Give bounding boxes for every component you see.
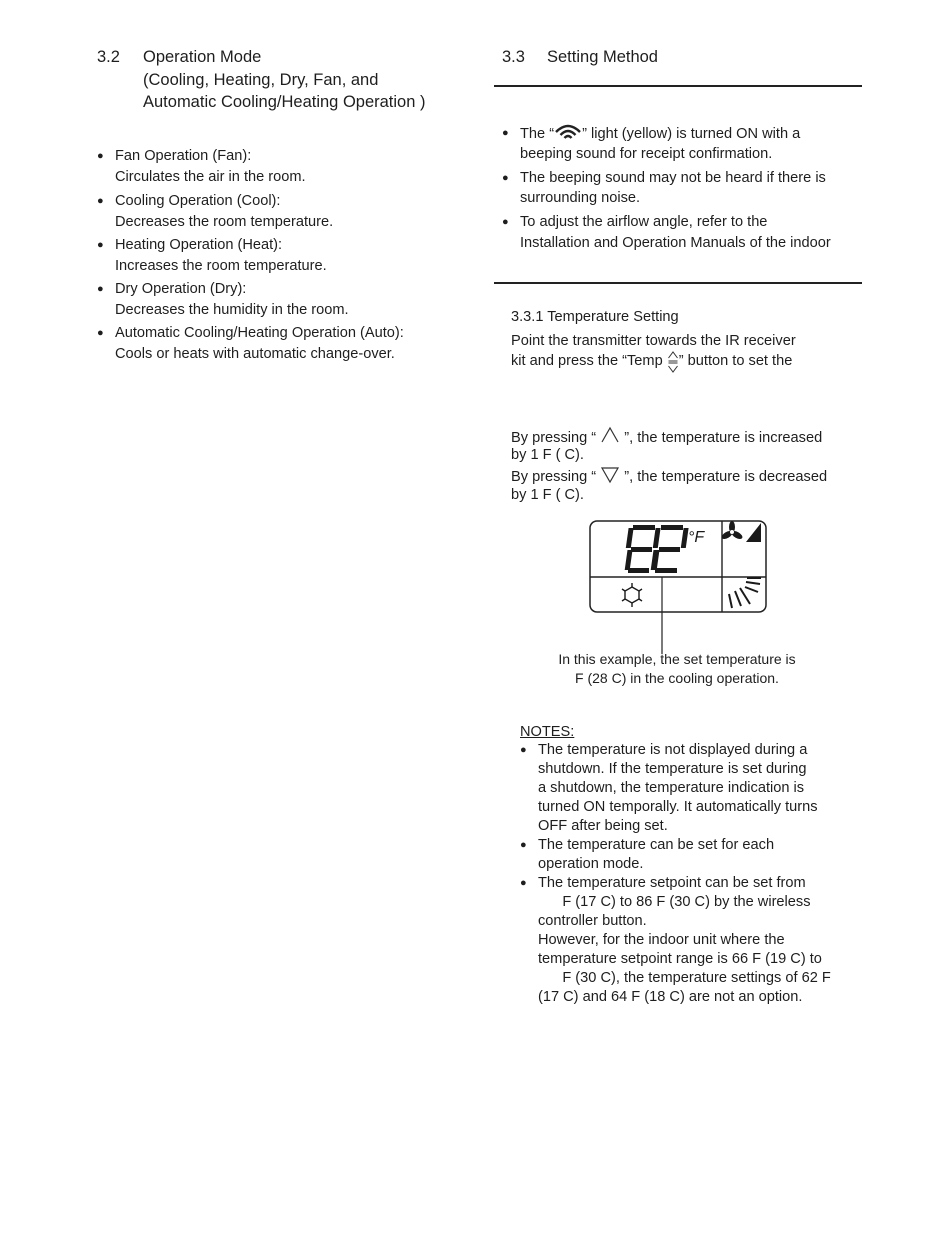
up-arrow-icon xyxy=(600,426,620,444)
section-number: 3.2 xyxy=(97,48,120,66)
note-line: The temperature can be set for each xyxy=(538,837,775,853)
fan-speed-indicator xyxy=(746,523,761,542)
caption-line: In this example, the set temperature is xyxy=(558,651,796,667)
bullet-icon: ● xyxy=(97,238,104,251)
text-part: By pressing “ xyxy=(511,469,601,485)
note-text: Installation and Operation Manuals of the indoor xyxy=(520,235,831,251)
note-line: F (17 C) to 86 F (30 C) by the wireless xyxy=(538,894,811,910)
section-title-line-2: (Cooling, Heating, Dry, Fan, and xyxy=(143,71,379,89)
section-title-line-1: Operation Mode xyxy=(143,48,262,66)
down-arrow-icon xyxy=(600,466,620,484)
mode-desc: Decreases the room temperature. xyxy=(115,213,334,230)
mode-title: Cooling Operation (Cool): xyxy=(115,192,281,209)
temp-updown-icon xyxy=(667,350,679,374)
note-text: The “ xyxy=(520,126,555,142)
degree-f-label: °F xyxy=(688,529,705,546)
note-line: (17 C) and 64 F (18 C) are not an option. xyxy=(538,989,803,1005)
subsection-heading: 3.3.1 Temperature Setting xyxy=(511,309,679,325)
wireless-signal-icon xyxy=(554,123,582,141)
notes-heading: NOTES: xyxy=(520,724,575,740)
bullet-icon: ● xyxy=(520,877,527,889)
section-number: 3.3 xyxy=(502,48,525,66)
mode-title: Heating Operation (Heat): xyxy=(115,236,283,253)
intro-text xyxy=(511,350,792,374)
note-line: turned ON temporally. It automatically turns xyxy=(538,799,818,815)
note-line: controller button. xyxy=(538,913,647,929)
mode-title: Automatic Cooling/Heating Operation (Auto): xyxy=(115,324,404,341)
section-title-line-3: Automatic Cooling/Heating Operation ) xyxy=(143,93,426,111)
mode-desc: Increases the room temperature. xyxy=(115,257,327,274)
bullet-icon: ● xyxy=(97,194,104,207)
increase-text: by 1 F ( C). xyxy=(511,447,584,463)
note-line: a shutdown, the temperature indication is xyxy=(538,780,805,796)
note-line: The temperature setpoint can be set from xyxy=(538,875,806,891)
caption-line: F (28 C) in the cooling operation. xyxy=(575,670,779,686)
note-text: ” light (yellow) is turned ON with a xyxy=(582,126,801,142)
intro-text-part: ” button to set the xyxy=(678,353,793,369)
bullet-icon: ● xyxy=(97,282,104,295)
bullet-icon: ● xyxy=(97,150,104,162)
mode-desc: Circulates the air in the room. xyxy=(115,169,306,185)
note-text: surrounding noise. xyxy=(520,190,641,206)
box-top-rule xyxy=(494,85,862,87)
text-part: ”, the temperature is decreased xyxy=(620,469,828,485)
note-text: To adjust the airflow angle, refer to the xyxy=(520,214,768,230)
bullet-icon: ● xyxy=(520,839,527,851)
bullet-icon: ● xyxy=(502,127,509,139)
note-line: shutdown. If the temperature is set during xyxy=(538,761,807,777)
mode-title: Fan Operation (Fan): xyxy=(115,148,252,164)
lcd-display xyxy=(585,518,770,654)
bullet-icon: ● xyxy=(502,216,509,228)
temperature-digits xyxy=(625,525,689,573)
intro-text: Point the transmitter towards the IR receiver xyxy=(511,333,796,349)
display-caption xyxy=(490,650,864,688)
note-line: temperature setpoint range is 66 F (19 C) to xyxy=(538,951,822,967)
bullet-icon: ● xyxy=(520,744,527,756)
fan-icon xyxy=(720,521,743,541)
note-line: However, for the indoor unit where the xyxy=(538,932,785,948)
louver-icon xyxy=(729,578,761,608)
note-text: beeping sound for receipt confirmation. xyxy=(520,146,773,162)
snowflake-icon xyxy=(622,583,642,607)
mode-desc: Decreases the humidity in the room. xyxy=(115,301,349,318)
bullet-icon: ● xyxy=(502,172,509,184)
bullet-icon: ● xyxy=(97,326,104,339)
text-part: By pressing “ xyxy=(511,430,601,446)
note-line: The temperature is not displayed during a xyxy=(538,742,808,758)
mode-title: Dry Operation (Dry): xyxy=(115,280,247,297)
note-line: F (30 C), the temperature settings of 62 F xyxy=(538,970,831,986)
decrease-text: by 1 F ( C). xyxy=(511,487,584,503)
mode-desc: Cools or heats with automatic change-over. xyxy=(115,345,395,362)
section-title: Setting Method xyxy=(547,48,658,66)
text-part: ”, the temperature is increased xyxy=(620,430,823,446)
note-text: The beeping sound may not be heard if there is xyxy=(520,170,826,186)
note-line: OFF after being set. xyxy=(538,818,668,834)
intro-text-part: kit and press the “Temp xyxy=(511,353,667,369)
box-bottom-rule xyxy=(494,282,862,284)
note-line: operation mode. xyxy=(538,856,644,872)
